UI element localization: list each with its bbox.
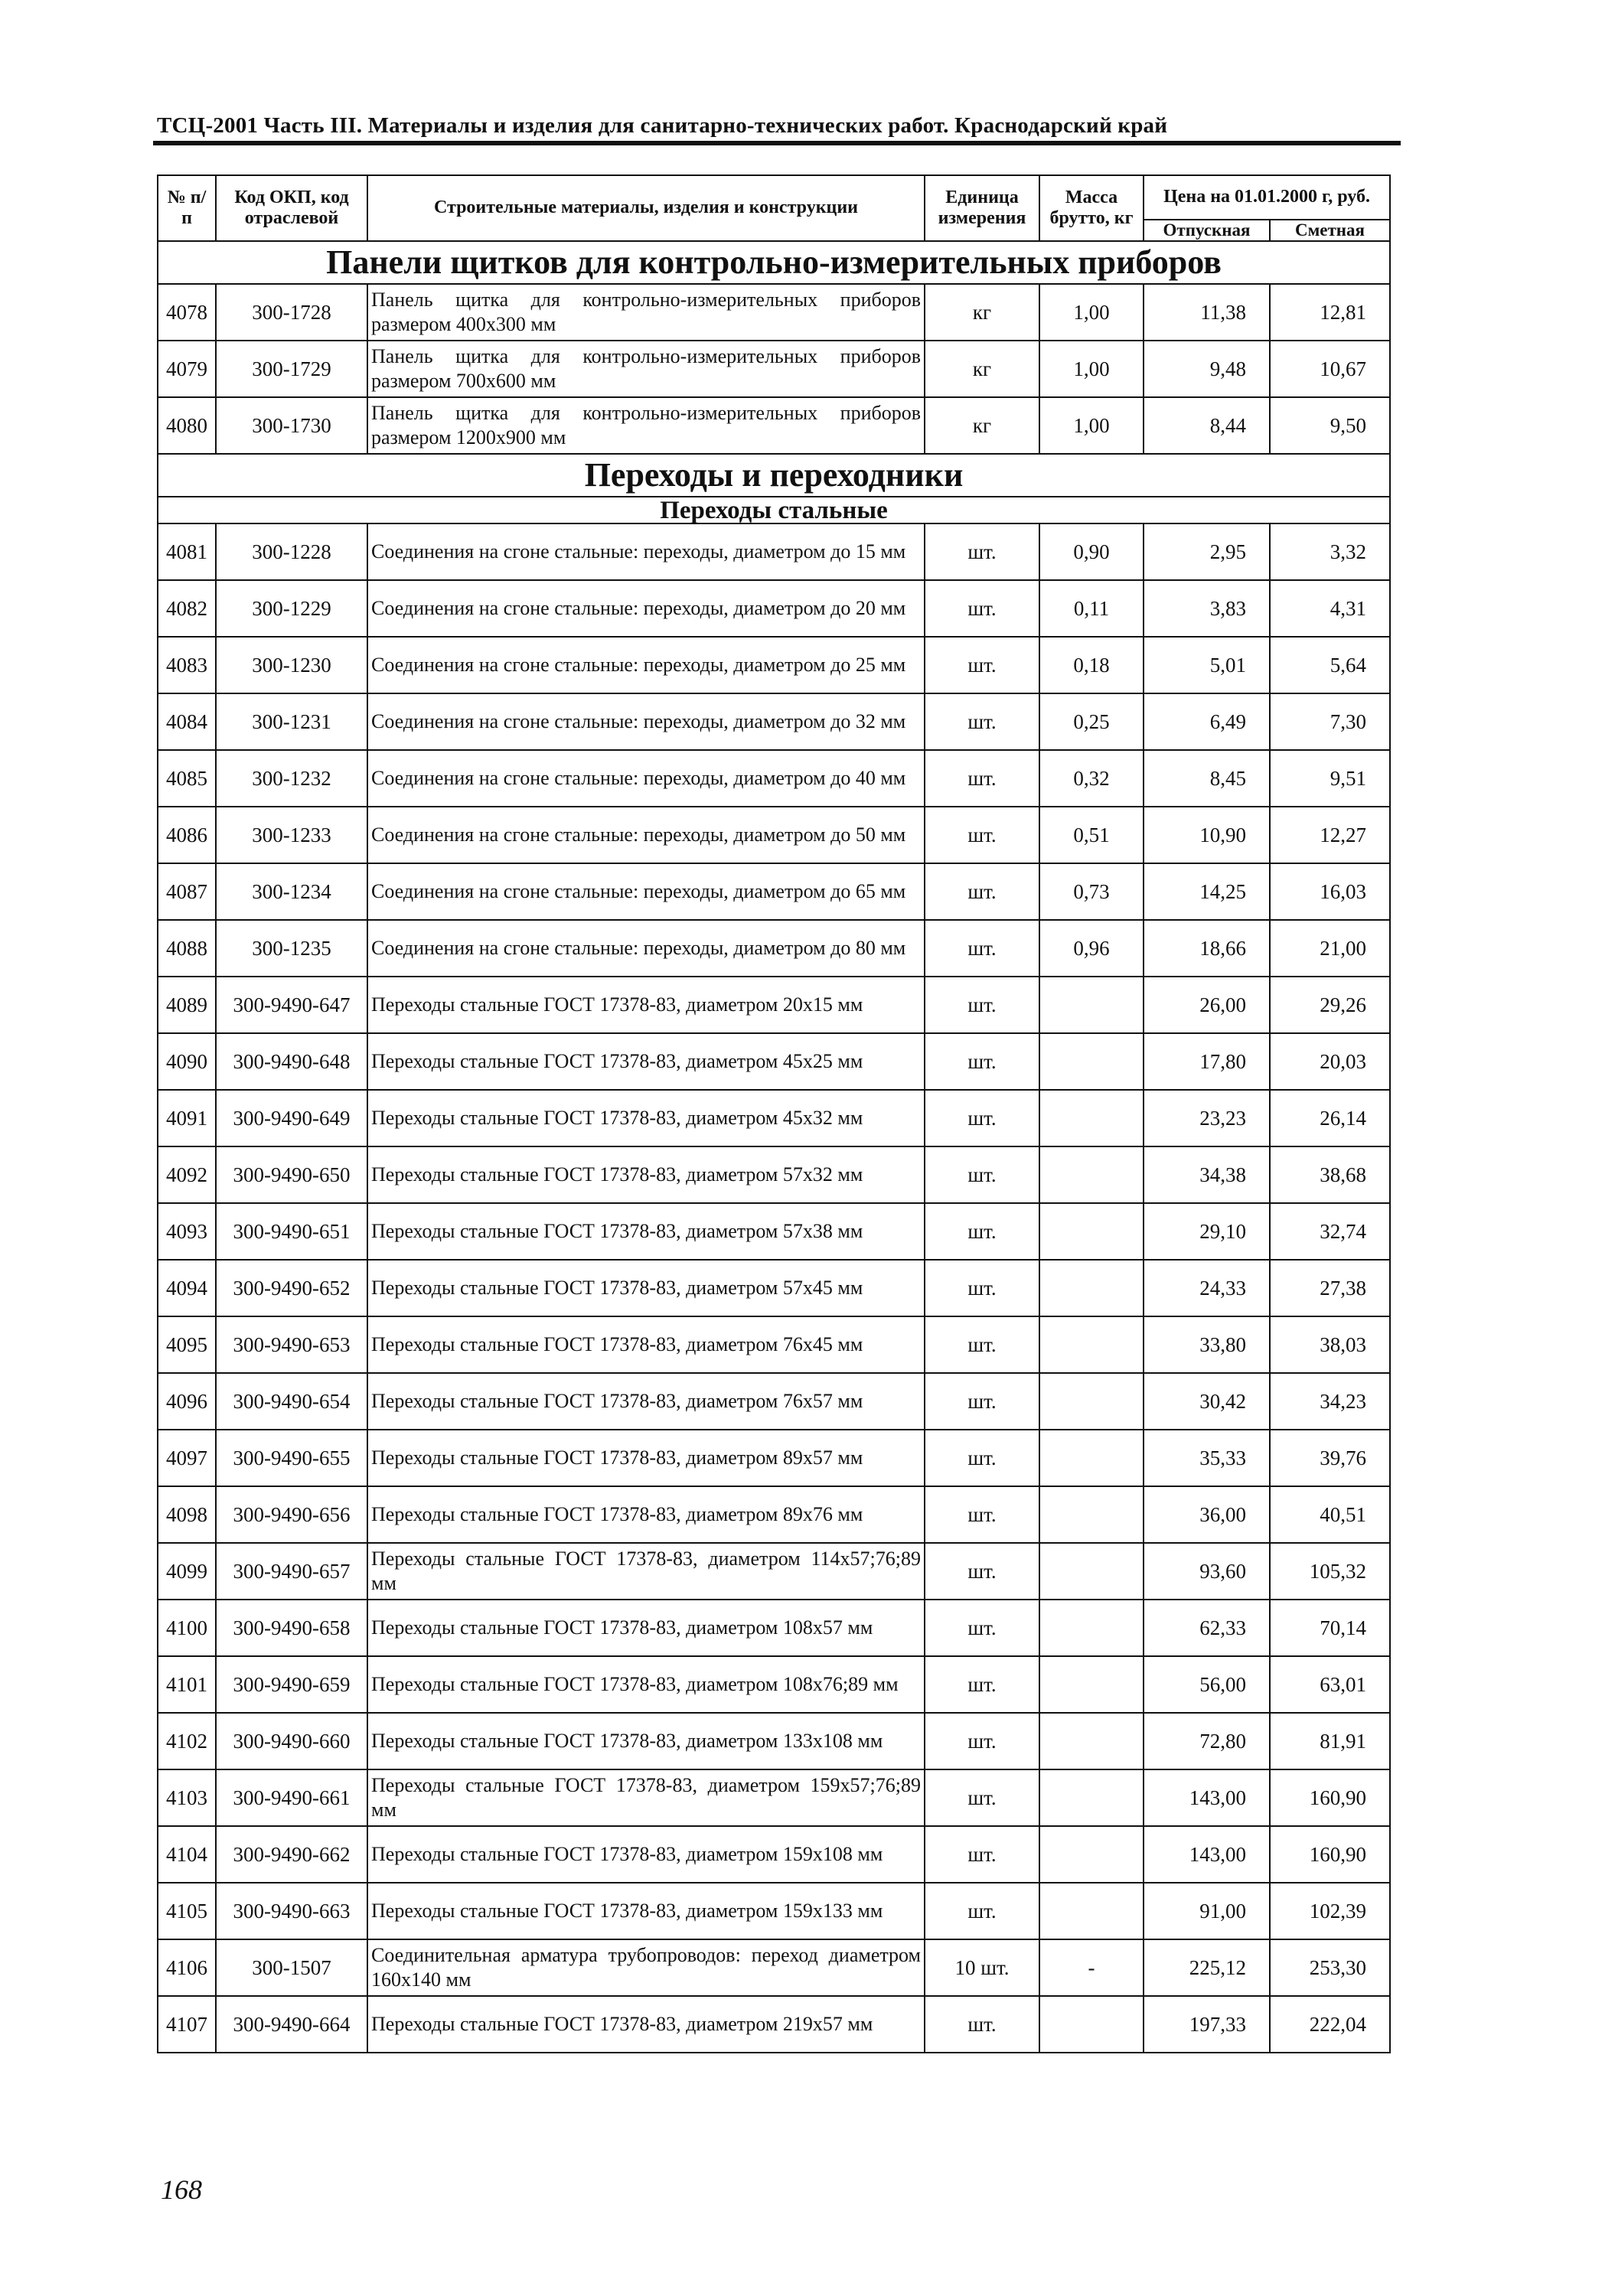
row-code: 300-1507 [216,1939,367,1996]
subsection-title: Переходы стальные [158,497,1390,523]
row-mass: 0,96 [1039,920,1144,977]
table-row [158,397,1390,454]
row-description: Переходы стальные ГОСТ 17378-83, диаметром 108х57 мм [367,1600,925,1656]
row-price-estimate: 40,51 [1270,1486,1390,1543]
row-price-estimate: 21,00 [1270,920,1390,977]
table-row [158,1543,1390,1600]
row-price-estimate: 102,39 [1270,1883,1390,1939]
row-price-estimate: 70,14 [1270,1600,1390,1656]
row-price-release: 6,49 [1144,693,1270,750]
row-mass: 1,00 [1039,284,1144,341]
row-price-release: 17,80 [1144,1033,1270,1090]
row-mass [1039,1260,1144,1316]
row-unit: шт. [925,1316,1039,1373]
row-unit: шт. [925,977,1039,1033]
table-row [158,580,1390,637]
row-price-estimate: 27,38 [1270,1260,1390,1316]
table-row [158,807,1390,863]
row-number: 4090 [158,1033,216,1090]
row-mass: 1,00 [1039,397,1144,454]
row-number: 4102 [158,1713,216,1769]
table-row [158,863,1390,920]
row-unit: шт. [925,1486,1039,1543]
header-rule [153,141,1401,145]
row-code: 300-9490-652 [216,1260,367,1316]
row-price-release: 26,00 [1144,977,1270,1033]
row-price-release: 11,38 [1144,284,1270,341]
row-mass: 0,51 [1039,807,1144,863]
row-code: 300-1229 [216,580,367,637]
row-number: 4078 [158,284,216,341]
row-code: 300-1235 [216,920,367,977]
row-unit: шт. [925,750,1039,807]
row-price-release: 8,45 [1144,750,1270,807]
row-mass: 0,18 [1039,637,1144,693]
row-price-estimate: 7,30 [1270,693,1390,750]
section-title: Панели щитков для контрольно-измерительных приборов [158,241,1390,284]
row-mass [1039,1486,1144,1543]
table-row [158,637,1390,693]
row-description: Соединения на сгоне стальные: переходы, диаметром до 25 мм [367,637,925,693]
table-header [158,175,1390,241]
row-price-estimate: 9,50 [1270,397,1390,454]
row-unit: шт. [925,1543,1039,1600]
row-mass: - [1039,1939,1144,1996]
row-number: 4103 [158,1769,216,1826]
row-description: Панель щитка для контрольно-измерительных приборов размером 1200х900 мм [367,397,925,454]
row-code: 300-1729 [216,341,367,397]
row-number: 4085 [158,750,216,807]
table-row [158,1316,1390,1373]
row-code: 300-9490-655 [216,1430,367,1486]
row-price-estimate: 63,01 [1270,1656,1390,1713]
row-mass [1039,1430,1144,1486]
table-row [158,523,1390,580]
row-price-estimate: 105,32 [1270,1543,1390,1600]
row-code: 300-9490-664 [216,1996,367,2053]
row-code: 300-9490-660 [216,1713,367,1769]
row-price-release: 23,23 [1144,1090,1270,1146]
running-header: ТСЦ-2001 Часть III. Материалы и изделия для санитарно-технических работ. Краснодарский край [157,113,1168,138]
row-description: Соединения на сгоне стальные: переходы, диаметром до 65 мм [367,863,925,920]
row-price-estimate: 12,81 [1270,284,1390,341]
row-code: 300-1228 [216,523,367,580]
table-body [158,241,1390,2053]
table-row [158,1203,1390,1260]
row-price-release: 18,66 [1144,920,1270,977]
row-description: Переходы стальные ГОСТ 17378-83, диаметром 159х133 мм [367,1883,925,1939]
row-price-estimate: 34,23 [1270,1373,1390,1430]
table-row [158,1146,1390,1203]
row-number: 4087 [158,863,216,920]
row-code: 300-9490-647 [216,977,367,1033]
row-number: 4079 [158,341,216,397]
subsection-title-row [158,497,1390,523]
header-mass: Масса брутто, кг [1039,175,1144,241]
row-price-release: 72,80 [1144,1713,1270,1769]
row-number: 4104 [158,1826,216,1883]
row-price-estimate: 39,76 [1270,1430,1390,1486]
row-description: Переходы стальные ГОСТ 17378-83, диаметром 45х32 мм [367,1090,925,1146]
row-description: Переходы стальные ГОСТ 17378-83, диаметром 159х108 мм [367,1826,925,1883]
row-number: 4101 [158,1656,216,1713]
row-price-release: 14,25 [1144,863,1270,920]
table-row [158,920,1390,977]
row-price-estimate: 10,67 [1270,341,1390,397]
row-mass [1039,1373,1144,1430]
table-row [158,341,1390,397]
row-number: 4096 [158,1373,216,1430]
row-number: 4081 [158,523,216,580]
header-price: Цена на 01.01.2000 г, руб. [1144,175,1390,220]
row-description: Панель щитка для контрольно-измерительных приборов размером 400х300 мм [367,284,925,341]
table-row [158,1656,1390,1713]
row-mass: 0,90 [1039,523,1144,580]
row-description: Переходы стальные ГОСТ 17378-83, диаметром 57х45 мм [367,1260,925,1316]
row-price-estimate: 4,31 [1270,580,1390,637]
row-number: 4092 [158,1146,216,1203]
row-code: 300-9490-648 [216,1033,367,1090]
table-row [158,1373,1390,1430]
row-price-estimate: 5,64 [1270,637,1390,693]
row-unit: шт. [925,1713,1039,1769]
row-price-release: 143,00 [1144,1826,1270,1883]
row-mass [1039,1996,1144,2053]
row-mass [1039,1543,1144,1600]
row-price-release: 5,01 [1144,637,1270,693]
section-title: Переходы и переходники [158,454,1390,497]
row-price-release: 62,33 [1144,1600,1270,1656]
row-number: 4088 [158,920,216,977]
price-table [157,174,1391,2053]
row-number: 4082 [158,580,216,637]
row-price-release: 33,80 [1144,1316,1270,1373]
row-price-estimate: 253,30 [1270,1939,1390,1996]
row-code: 300-9490-662 [216,1826,367,1883]
table-row [158,693,1390,750]
row-number: 4107 [158,1996,216,2053]
row-mass [1039,1600,1144,1656]
row-code: 300-9490-656 [216,1486,367,1543]
row-description: Переходы стальные ГОСТ 17378-83, диаметром 133х108 мм [367,1713,925,1769]
row-price-estimate: 38,03 [1270,1316,1390,1373]
row-number: 4099 [158,1543,216,1600]
row-code: 300-9490-650 [216,1146,367,1203]
header-code: Код ОКП, код отраслевой [216,175,367,241]
table-row [158,1883,1390,1939]
row-price-estimate: 3,32 [1270,523,1390,580]
row-unit: кг [925,284,1039,341]
row-unit: 10 шт. [925,1939,1039,1996]
row-price-release: 29,10 [1144,1203,1270,1260]
row-mass: 0,32 [1039,750,1144,807]
row-mass [1039,1090,1144,1146]
row-number: 4084 [158,693,216,750]
row-code: 300-9490-651 [216,1203,367,1260]
row-price-estimate: 26,14 [1270,1090,1390,1146]
row-code: 300-1233 [216,807,367,863]
row-price-release: 10,90 [1144,807,1270,863]
page-number: 168 [161,2174,202,2205]
row-number: 4091 [158,1090,216,1146]
row-price-estimate: 9,51 [1270,750,1390,807]
row-price-release: 34,38 [1144,1146,1270,1203]
row-mass [1039,1656,1144,1713]
row-mass [1039,1203,1144,1260]
row-description: Переходы стальные ГОСТ 17378-83, диаметром 76х45 мм [367,1316,925,1373]
row-description: Переходы стальные ГОСТ 17378-83, диаметром 57х32 мм [367,1146,925,1203]
row-unit: шт. [925,1996,1039,2053]
table-row [158,284,1390,341]
row-price-estimate: 32,74 [1270,1203,1390,1260]
row-unit: шт. [925,1260,1039,1316]
row-description: Переходы стальные ГОСТ 17378-83, диаметром 45х25 мм [367,1033,925,1090]
row-number: 4094 [158,1260,216,1316]
row-mass [1039,1146,1144,1203]
row-price-release: 30,42 [1144,1373,1270,1430]
row-price-release: 3,83 [1144,580,1270,637]
row-price-release: 91,00 [1144,1883,1270,1939]
row-mass [1039,1769,1144,1826]
table-row [158,1260,1390,1316]
row-price-release: 93,60 [1144,1543,1270,1600]
row-price-estimate: 81,91 [1270,1713,1390,1769]
row-description: Переходы стальные ГОСТ 17378-83, диаметром 114х57;76;89 мм [367,1543,925,1600]
row-number: 4105 [158,1883,216,1939]
row-unit: шт. [925,693,1039,750]
row-number: 4089 [158,977,216,1033]
row-unit: кг [925,341,1039,397]
row-description: Соединения на сгоне стальные: переходы, диаметром до 40 мм [367,750,925,807]
row-price-release: 36,00 [1144,1486,1270,1543]
row-mass [1039,1033,1144,1090]
row-price-estimate: 12,27 [1270,807,1390,863]
row-price-release: 9,48 [1144,341,1270,397]
row-code: 300-1231 [216,693,367,750]
row-code: 300-1730 [216,397,367,454]
row-unit: шт. [925,1203,1039,1260]
table-row [158,1486,1390,1543]
row-unit: шт. [925,523,1039,580]
table-row [158,1713,1390,1769]
row-description: Переходы стальные ГОСТ 17378-83, диаметром 159х57;76;89 мм [367,1769,925,1826]
row-unit: шт. [925,580,1039,637]
row-number: 4100 [158,1600,216,1656]
row-code: 300-9490-659 [216,1656,367,1713]
row-number: 4080 [158,397,216,454]
table-row [158,1826,1390,1883]
row-unit: шт. [925,1656,1039,1713]
header-price-release: Отпускная [1144,220,1270,241]
row-description: Переходы стальные ГОСТ 17378-83, диаметром 20х15 мм [367,977,925,1033]
row-price-estimate: 29,26 [1270,977,1390,1033]
row-code: 300-1234 [216,863,367,920]
row-code: 300-9490-661 [216,1769,367,1826]
row-unit: шт. [925,1826,1039,1883]
table-row [158,1600,1390,1656]
section-title-row [158,241,1390,284]
row-mass: 1,00 [1039,341,1144,397]
row-unit: шт. [925,1769,1039,1826]
row-description: Панель щитка для контрольно-измерительных приборов размером 700х600 мм [367,341,925,397]
row-description: Переходы стальные ГОСТ 17378-83, диаметром 57х38 мм [367,1203,925,1260]
row-code: 300-9490-658 [216,1600,367,1656]
header-price-estimate: Сметная [1270,220,1390,241]
row-price-release: 24,33 [1144,1260,1270,1316]
row-mass: 0,25 [1039,693,1144,750]
row-number: 4086 [158,807,216,863]
row-description: Переходы стальные ГОСТ 17378-83, диаметром 219х57 мм [367,1996,925,2053]
row-mass [1039,977,1144,1033]
header-name: Строительные материалы, изделия и конструкции [367,175,925,241]
row-mass: 0,73 [1039,863,1144,920]
row-code: 300-9490-649 [216,1090,367,1146]
row-description: Соединения на сгоне стальные: переходы, диаметром до 80 мм [367,920,925,977]
table-row [158,1090,1390,1146]
row-mass [1039,1713,1144,1769]
table-row [158,1430,1390,1486]
row-unit: шт. [925,1033,1039,1090]
row-description: Соединения на сгоне стальные: переходы, диаметром до 50 мм [367,807,925,863]
row-number: 4106 [158,1939,216,1996]
row-unit: шт. [925,1600,1039,1656]
row-price-estimate: 38,68 [1270,1146,1390,1203]
row-description: Переходы стальные ГОСТ 17378-83, диаметром 89х57 мм [367,1430,925,1486]
row-price-estimate: 20,03 [1270,1033,1390,1090]
row-unit: шт. [925,920,1039,977]
row-description: Соединения на сгоне стальные: переходы, диаметром до 15 мм [367,523,925,580]
row-code: 300-1728 [216,284,367,341]
row-description: Переходы стальные ГОСТ 17378-83, диаметром 108х76;89 мм [367,1656,925,1713]
row-mass [1039,1883,1144,1939]
row-number: 4097 [158,1430,216,1486]
row-number: 4095 [158,1316,216,1373]
table-row [158,750,1390,807]
row-number: 4098 [158,1486,216,1543]
row-code: 300-1232 [216,750,367,807]
row-unit: шт. [925,863,1039,920]
row-description: Соединительная арматура трубопроводов: переход диаметром 160х140 мм [367,1939,925,1996]
row-description: Переходы стальные ГОСТ 17378-83, диаметром 76х57 мм [367,1373,925,1430]
row-mass [1039,1316,1144,1373]
table-row [158,1939,1390,1996]
row-price-release: 143,00 [1144,1769,1270,1826]
row-price-estimate: 222,04 [1270,1996,1390,2053]
row-price-estimate: 160,90 [1270,1826,1390,1883]
row-number: 4083 [158,637,216,693]
row-unit: шт. [925,1883,1039,1939]
row-price-estimate: 16,03 [1270,863,1390,920]
row-description: Переходы стальные ГОСТ 17378-83, диаметром 89х76 мм [367,1486,925,1543]
row-unit: шт. [925,637,1039,693]
section-title-row [158,454,1390,497]
row-number: 4093 [158,1203,216,1260]
row-code: 300-9490-654 [216,1373,367,1430]
header-unit: Единица измерения [925,175,1039,241]
row-price-estimate: 160,90 [1270,1769,1390,1826]
table-row [158,977,1390,1033]
table-row [158,1996,1390,2053]
row-price-release: 225,12 [1144,1939,1270,1996]
row-description: Соединения на сгоне стальные: переходы, диаметром до 20 мм [367,580,925,637]
row-code: 300-1230 [216,637,367,693]
row-code: 300-9490-657 [216,1543,367,1600]
row-unit: шт. [925,1146,1039,1203]
row-mass [1039,1826,1144,1883]
row-price-release: 56,00 [1144,1656,1270,1713]
table-row [158,1033,1390,1090]
row-price-release: 2,95 [1144,523,1270,580]
row-price-release: 8,44 [1144,397,1270,454]
header-num: № п/п [158,175,216,241]
row-unit: шт. [925,1090,1039,1146]
row-unit: шт. [925,807,1039,863]
row-unit: шт. [925,1373,1039,1430]
row-code: 300-9490-663 [216,1883,367,1939]
row-price-release: 197,33 [1144,1996,1270,2053]
row-code: 300-9490-653 [216,1316,367,1373]
row-description: Соединения на сгоне стальные: переходы, диаметром до 32 мм [367,693,925,750]
row-unit: шт. [925,1430,1039,1486]
table-row [158,1769,1390,1826]
row-unit: кг [925,397,1039,454]
row-price-release: 35,33 [1144,1430,1270,1486]
row-mass: 0,11 [1039,580,1144,637]
